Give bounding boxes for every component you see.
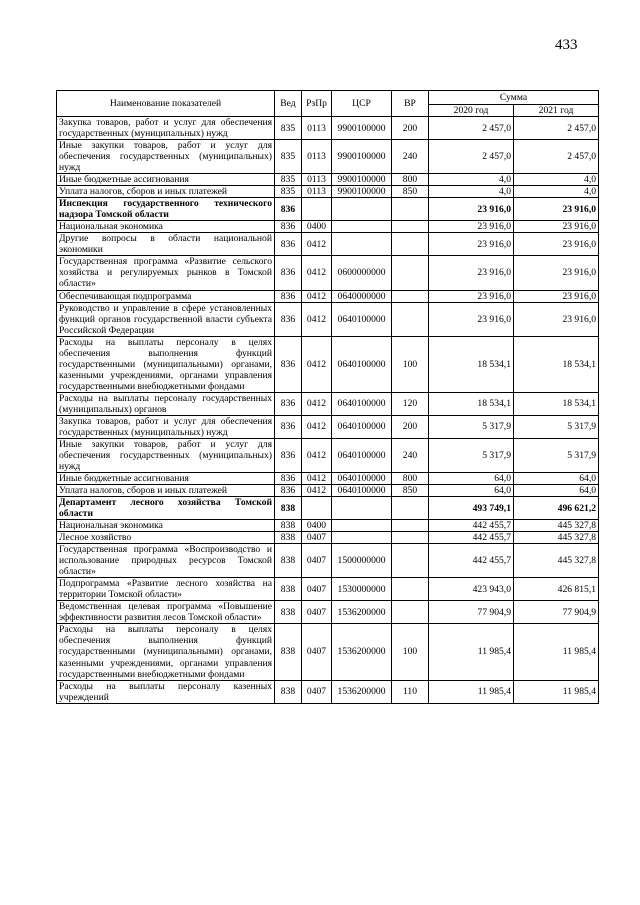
cell-2020: 2 457,0 (429, 117, 514, 140)
cell-2021: 445 327,8 (514, 544, 599, 578)
cell-vr: 240 (392, 140, 429, 174)
cell-name: Государственная программа «Развитие сельского хозяйства и регулируемых рынков в Томской области» (57, 256, 275, 290)
cell-2020: 5 317,9 (429, 438, 514, 472)
page-number: 433 (555, 37, 578, 53)
table-row (57, 221, 599, 233)
cell-rzpr: 0400 (302, 520, 332, 532)
cell-name: Расходы на выплаты персоналу государственных (муниципальных) органов (57, 392, 275, 415)
cell-2021: 496 621,2 (514, 497, 599, 520)
cell-ved: 838 (275, 680, 302, 703)
cell-rzpr: 0407 (302, 601, 332, 624)
cell-ved: 838 (275, 532, 302, 544)
cell-2021: 23 916,0 (514, 233, 599, 256)
cell-2020: 77 904,9 (429, 601, 514, 624)
cell-vr (392, 544, 429, 578)
cell-ved: 838 (275, 497, 302, 520)
cell-rzpr: 0412 (302, 256, 332, 290)
table-row (57, 438, 599, 472)
cell-ved: 835 (275, 174, 302, 186)
cell-vr: 850 (392, 485, 429, 497)
cell-csr: 9900100000 (332, 186, 392, 198)
cell-2021: 445 327,8 (514, 532, 599, 544)
cell-rzpr: 0412 (302, 485, 332, 497)
cell-csr: 0600000000 (332, 256, 392, 290)
table-row (57, 520, 599, 532)
cell-rzpr: 0412 (302, 302, 332, 336)
cell-csr: 1536200000 (332, 680, 392, 703)
cell-2020: 4,0 (429, 174, 514, 186)
cell-name: Расходы на выплаты персоналу в целях обеспечения выполнения функций государственными (муниципальными) органами, казенными учреждениями, органами управления государственными внебюджетными фондами (57, 336, 275, 392)
cell-rzpr: 0412 (302, 290, 332, 302)
cell-name: Закупка товаров, работ и услуг для обеспечения государственных (муниципальных) нужд (57, 117, 275, 140)
table-row (57, 415, 599, 438)
cell-2021: 23 916,0 (514, 256, 599, 290)
cell-name: Ведомственная целевая программа «Повышение эффективности развития лесов Томской области» (57, 601, 275, 624)
cell-csr (332, 233, 392, 256)
cell-2020: 442 455,7 (429, 520, 514, 532)
table-row (57, 140, 599, 174)
header-ved: Вед (275, 91, 302, 117)
cell-2021: 18 534,1 (514, 336, 599, 392)
table-row (57, 680, 599, 703)
header-rzpr: РзПр (302, 91, 332, 117)
cell-csr: 0640000000 (332, 290, 392, 302)
cell-rzpr: 0412 (302, 336, 332, 392)
cell-name: Иные бюджетные ассигнования (57, 473, 275, 485)
cell-name: Иные закупки товаров, работ и услуг для обеспечения государственных (муниципальных) нужд (57, 140, 275, 174)
header-vr: ВР (392, 91, 429, 117)
cell-2020: 11 985,4 (429, 680, 514, 703)
cell-name: Расходы на выплаты персоналу казенных учреждений (57, 680, 275, 703)
table-row (57, 290, 599, 302)
cell-2021: 4,0 (514, 174, 599, 186)
cell-rzpr: 0407 (302, 680, 332, 703)
cell-2020: 5 317,9 (429, 415, 514, 438)
cell-rzpr: 0412 (302, 415, 332, 438)
cell-2021: 11 985,4 (514, 624, 599, 680)
budget-table (56, 90, 599, 704)
cell-vr (392, 221, 429, 233)
cell-vr (392, 497, 429, 520)
cell-rzpr: 0412 (302, 233, 332, 256)
cell-ved: 836 (275, 221, 302, 233)
cell-csr: 1530000000 (332, 578, 392, 601)
cell-csr: 9900100000 (332, 140, 392, 174)
cell-vr: 240 (392, 438, 429, 472)
cell-csr: 1500000000 (332, 544, 392, 578)
cell-vr (392, 520, 429, 532)
cell-csr: 9900100000 (332, 117, 392, 140)
cell-rzpr: 0400 (302, 221, 332, 233)
cell-csr (332, 221, 392, 233)
cell-rzpr: 0407 (302, 532, 332, 544)
cell-vr (392, 532, 429, 544)
cell-vr (392, 302, 429, 336)
cell-name: Обеспечивающая подпрограмма (57, 290, 275, 302)
cell-2021: 2 457,0 (514, 117, 599, 140)
table-row (57, 532, 599, 544)
cell-ved: 838 (275, 544, 302, 578)
cell-csr: 0640100000 (332, 438, 392, 472)
cell-2020: 493 749,1 (429, 497, 514, 520)
header-year-2020: 2020 год (429, 105, 514, 117)
cell-csr: 0640100000 (332, 392, 392, 415)
cell-2020: 23 916,0 (429, 256, 514, 290)
cell-rzpr: 0113 (302, 174, 332, 186)
cell-ved: 835 (275, 186, 302, 198)
table-row (57, 485, 599, 497)
cell-rzpr: 0113 (302, 117, 332, 140)
cell-vr (392, 290, 429, 302)
cell-csr: 0640100000 (332, 415, 392, 438)
cell-2020: 2 457,0 (429, 140, 514, 174)
cell-vr (392, 233, 429, 256)
cell-ved: 836 (275, 336, 302, 392)
table-row (57, 336, 599, 392)
header-name: Наименование показателей (57, 91, 275, 117)
cell-rzpr (302, 198, 332, 221)
cell-rzpr: 0412 (302, 473, 332, 485)
table-header (57, 91, 599, 117)
cell-2021: 23 916,0 (514, 302, 599, 336)
cell-vr: 800 (392, 174, 429, 186)
cell-ved: 836 (275, 438, 302, 472)
cell-ved: 838 (275, 624, 302, 680)
cell-name: Иные закупки товаров, работ и услуг для обеспечения государственных (муниципальных) нужд (57, 438, 275, 472)
cell-csr: 0640100000 (332, 485, 392, 497)
header-year-2021: 2021 год (514, 105, 599, 117)
cell-vr: 800 (392, 473, 429, 485)
cell-vr (392, 578, 429, 601)
cell-2021: 23 916,0 (514, 221, 599, 233)
cell-2021: 445 327,8 (514, 520, 599, 532)
cell-csr: 0640100000 (332, 336, 392, 392)
table-row (57, 497, 599, 520)
cell-rzpr: 0412 (302, 438, 332, 472)
table-row (57, 233, 599, 256)
cell-csr: 0640100000 (332, 302, 392, 336)
cell-ved: 836 (275, 233, 302, 256)
cell-2020: 4,0 (429, 186, 514, 198)
table-row (57, 302, 599, 336)
cell-name: Инспекция государственного технического надзора Томской области (57, 198, 275, 221)
table-row (57, 624, 599, 680)
cell-2020: 23 916,0 (429, 198, 514, 221)
cell-ved: 836 (275, 302, 302, 336)
cell-vr (392, 198, 429, 221)
cell-name: Уплата налогов, сборов и иных платежей (57, 186, 275, 198)
table-row (57, 392, 599, 415)
table-row (57, 256, 599, 290)
cell-vr: 200 (392, 415, 429, 438)
table-row (57, 544, 599, 578)
cell-2021: 64,0 (514, 473, 599, 485)
cell-csr (332, 198, 392, 221)
cell-name: Подпрограмма «Развитие лесного хозяйства на территории Томской области» (57, 578, 275, 601)
cell-2021: 11 985,4 (514, 680, 599, 703)
cell-2020: 23 916,0 (429, 221, 514, 233)
cell-name: Расходы на выплаты персоналу в целях обеспечения выполнения функций государственными (муниципальными) органами, казенными учреждениями, органами управления государственными внебюджетными фондами (57, 624, 275, 680)
cell-rzpr (302, 497, 332, 520)
table-row (57, 601, 599, 624)
cell-name: Лесное хозяйство (57, 532, 275, 544)
cell-2021: 77 904,9 (514, 601, 599, 624)
table-row (57, 117, 599, 140)
cell-vr: 200 (392, 117, 429, 140)
cell-ved: 836 (275, 485, 302, 497)
cell-vr (392, 256, 429, 290)
cell-csr (332, 532, 392, 544)
table-row (57, 198, 599, 221)
cell-2021: 2 457,0 (514, 140, 599, 174)
cell-ved: 838 (275, 578, 302, 601)
cell-2021: 5 317,9 (514, 415, 599, 438)
cell-name: Национальная экономика (57, 221, 275, 233)
cell-csr: 1536200000 (332, 624, 392, 680)
cell-ved: 836 (275, 415, 302, 438)
cell-vr (392, 601, 429, 624)
cell-2021: 5 317,9 (514, 438, 599, 472)
cell-csr (332, 520, 392, 532)
cell-name: Другие вопросы в области национальной экономики (57, 233, 275, 256)
cell-csr: 9900100000 (332, 174, 392, 186)
cell-rzpr: 0113 (302, 140, 332, 174)
cell-name: Иные бюджетные ассигнования (57, 174, 275, 186)
cell-2020: 23 916,0 (429, 233, 514, 256)
cell-csr (332, 497, 392, 520)
cell-2021: 426 815,1 (514, 578, 599, 601)
cell-ved: 836 (275, 392, 302, 415)
cell-rzpr: 0412 (302, 392, 332, 415)
cell-2021: 23 916,0 (514, 290, 599, 302)
cell-2020: 18 534,1 (429, 336, 514, 392)
cell-2021: 4,0 (514, 186, 599, 198)
cell-vr: 100 (392, 624, 429, 680)
cell-rzpr: 0407 (302, 624, 332, 680)
cell-name: Руководство и управление в сфере установленных функций органов государственной власти субъекта Российской Федерации (57, 302, 275, 336)
cell-ved: 838 (275, 520, 302, 532)
cell-rzpr: 0407 (302, 544, 332, 578)
cell-name: Государственная программа «Воспроизводство и использование природных ресурсов Томской области» (57, 544, 275, 578)
cell-ved: 836 (275, 256, 302, 290)
cell-2020: 23 916,0 (429, 290, 514, 302)
cell-ved: 836 (275, 290, 302, 302)
cell-ved: 836 (275, 473, 302, 485)
cell-ved: 835 (275, 117, 302, 140)
table-body (57, 117, 599, 704)
cell-vr: 100 (392, 336, 429, 392)
table-row (57, 578, 599, 601)
cell-ved: 838 (275, 601, 302, 624)
cell-2020: 442 455,7 (429, 532, 514, 544)
cell-2021: 64,0 (514, 485, 599, 497)
cell-ved: 835 (275, 140, 302, 174)
cell-2020: 18 534,1 (429, 392, 514, 415)
cell-vr: 850 (392, 186, 429, 198)
cell-ved: 836 (275, 198, 302, 221)
cell-2020: 64,0 (429, 473, 514, 485)
cell-rzpr: 0407 (302, 578, 332, 601)
table-row (57, 473, 599, 485)
cell-vr: 120 (392, 392, 429, 415)
cell-rzpr: 0113 (302, 186, 332, 198)
cell-name: Департамент лесного хозяйства Томской области (57, 497, 275, 520)
cell-2021: 18 534,1 (514, 392, 599, 415)
cell-2020: 11 985,4 (429, 624, 514, 680)
cell-2020: 442 455,7 (429, 544, 514, 578)
table-row (57, 174, 599, 186)
cell-vr: 110 (392, 680, 429, 703)
cell-csr: 0640100000 (332, 473, 392, 485)
cell-2020: 64,0 (429, 485, 514, 497)
cell-name: Закупка товаров, работ и услуг для обеспечения государственных (муниципальных) нужд (57, 415, 275, 438)
table-row (57, 186, 599, 198)
cell-name: Уплата налогов, сборов и иных платежей (57, 485, 275, 497)
header-sum: Сумма (429, 91, 599, 105)
cell-2020: 23 916,0 (429, 302, 514, 336)
cell-csr: 1536200000 (332, 601, 392, 624)
cell-2020: 423 943,0 (429, 578, 514, 601)
cell-2021: 23 916,0 (514, 198, 599, 221)
header-csr: ЦСР (332, 91, 392, 117)
cell-name: Национальная экономика (57, 520, 275, 532)
